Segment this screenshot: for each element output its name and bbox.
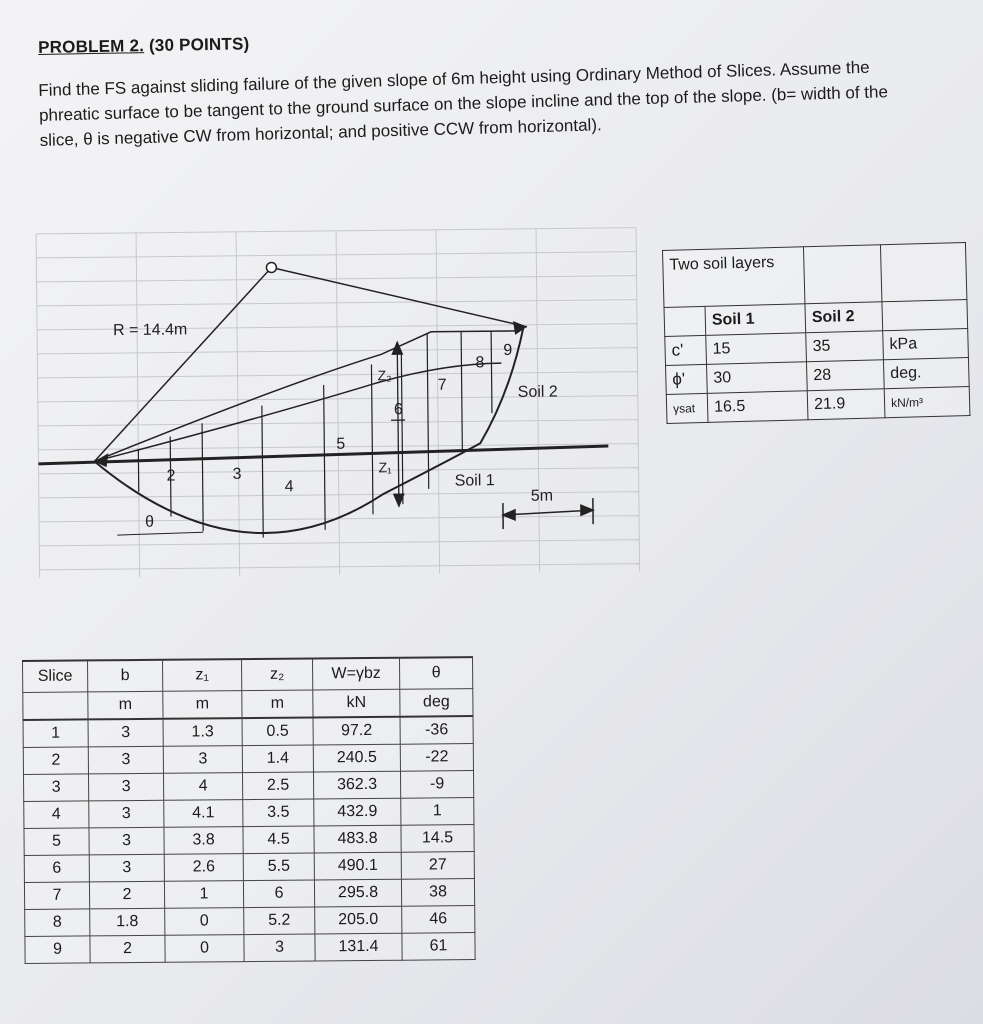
cell-theta: 38 — [401, 879, 474, 907]
cell-z2: 0.5 — [242, 717, 313, 745]
slice-boundaries — [137, 331, 493, 539]
slice-label-8: 8 — [475, 354, 485, 372]
cell-b: 2 — [90, 935, 165, 963]
cell-weight: 97.2 — [313, 717, 400, 745]
z-arrows — [390, 342, 406, 506]
cell-theta: -22 — [400, 744, 473, 772]
cell-theta: 1 — [401, 798, 474, 826]
cell-weight: 295.8 — [314, 879, 401, 907]
slice-label-2: 2 — [166, 467, 176, 485]
cell-z2: 6 — [243, 880, 314, 908]
dimension-label: 5m — [530, 487, 554, 505]
slip-surface — [93, 329, 525, 535]
table-row — [24, 798, 474, 829]
table-row — [24, 852, 474, 883]
toe-arrow — [94, 453, 108, 467]
problem-title — [38, 34, 250, 58]
unit-slice — [23, 692, 88, 720]
unit-theta: deg — [400, 689, 473, 717]
cell-theta: 46 — [402, 906, 475, 934]
soil-2-header: Soil 2 — [805, 302, 883, 333]
unit-z1: m — [163, 691, 242, 719]
slope-surface — [93, 331, 516, 461]
cell-z1: 3 — [163, 746, 242, 774]
cell-z2: 3.5 — [243, 799, 314, 827]
unit-cohesion: kPa — [883, 329, 969, 360]
soil1-unit-weight: 16.5 — [707, 391, 808, 423]
soil-table-blank-1 — [803, 245, 881, 304]
unit-weight: kN — [313, 689, 400, 717]
cell-z2: 5.5 — [243, 853, 314, 881]
cell-b: 3 — [89, 800, 164, 828]
table-row — [24, 879, 474, 910]
cell-z1: 2.6 — [164, 854, 243, 882]
cell-b: 3 — [89, 827, 164, 855]
cell-weight: 483.8 — [314, 825, 401, 853]
soil-table-blank-4 — [882, 300, 968, 331]
param-unit-weight: γsat — [666, 393, 708, 423]
table-row — [25, 906, 475, 937]
soil2-cohesion: 35 — [806, 331, 884, 362]
cell-slice: 5 — [24, 828, 89, 856]
radius-label: R = 14.4m — [112, 321, 188, 340]
header-z1: z₁ — [163, 659, 242, 691]
soil2-label: Soil 2 — [517, 383, 558, 401]
cell-slice: 3 — [23, 774, 88, 802]
param-friction-angle: ϕ' — [666, 364, 708, 394]
center-point — [266, 262, 276, 272]
unit-friction-angle: deg. — [883, 358, 969, 389]
unit-z2: m — [242, 690, 313, 718]
top-radius-line — [271, 265, 527, 330]
cell-z1: 1.3 — [163, 718, 242, 746]
table-row — [23, 716, 473, 747]
cell-z1: 4 — [163, 773, 242, 801]
cell-slice: 7 — [24, 882, 89, 910]
header-z2: z₂ — [242, 658, 313, 690]
soil1-label: Soil 1 — [454, 472, 495, 490]
soil2-friction-angle: 28 — [806, 360, 884, 391]
cell-weight: 205.0 — [315, 906, 402, 934]
problem-points: (30 POINTS) — [143, 34, 250, 56]
cell-slice: 2 — [23, 747, 88, 775]
cell-b: 1.8 — [90, 908, 165, 936]
z1-label: Z₁ — [378, 459, 392, 476]
header-theta: θ — [399, 657, 472, 689]
cell-z1: 0 — [165, 935, 244, 963]
grid — [36, 228, 640, 578]
cell-z2: 2.5 — [242, 772, 313, 800]
cell-z2: 5.2 — [244, 907, 315, 935]
cell-slice: 6 — [24, 855, 89, 883]
cell-b: 2 — [89, 881, 164, 909]
cell-weight: 432.9 — [314, 798, 401, 826]
table-row — [24, 825, 474, 856]
cell-z2: 1.4 — [242, 745, 313, 773]
slice-label-4: 4 — [284, 478, 294, 496]
theta-baseline — [117, 532, 203, 535]
cell-theta: -36 — [400, 716, 473, 744]
cell-slice: 8 — [25, 909, 90, 937]
soil2-unit-weight: 21.9 — [807, 389, 885, 420]
theta-label: θ — [144, 513, 155, 531]
cell-weight: 240.5 — [313, 744, 400, 772]
cell-b: 3 — [89, 854, 164, 882]
soil-table-blank-2 — [880, 243, 966, 302]
z2-label: Z₂ — [377, 367, 392, 384]
cell-weight: 362.3 — [313, 771, 400, 799]
cell-slice: 9 — [25, 936, 90, 964]
cell-z1: 3.8 — [164, 827, 243, 855]
param-cohesion: c' — [665, 335, 707, 365]
soil-table-blank-3 — [664, 306, 706, 336]
cell-theta: 61 — [402, 933, 475, 961]
slice-label-9: 9 — [503, 341, 513, 360]
cell-z1: 4.1 — [164, 800, 243, 828]
cell-weight: 490.1 — [314, 852, 401, 880]
cell-slice: 4 — [24, 801, 89, 829]
crest-arrow — [513, 321, 527, 335]
slice-label-5: 5 — [336, 435, 346, 453]
cell-weight: 131.4 — [315, 933, 402, 961]
unit-unit-weight: kN/m³ — [884, 387, 970, 418]
cell-slice: 1 — [23, 719, 88, 747]
soil1-friction-angle: 30 — [707, 362, 808, 394]
slice-table — [22, 656, 476, 964]
table-row — [23, 771, 473, 802]
cell-b: 3 — [88, 746, 163, 774]
soil-properties-table — [662, 242, 970, 424]
problem-number: PROBLEM 2. — [38, 36, 145, 57]
soil-1-header: Soil 1 — [705, 304, 806, 336]
cell-z1: 0 — [165, 908, 244, 936]
cell-theta: 14.5 — [401, 825, 474, 853]
cell-theta: 27 — [401, 852, 474, 880]
soil-table-header: Two soil layers — [663, 247, 805, 308]
cell-b: 3 — [88, 719, 163, 747]
unit-b: m — [88, 691, 163, 719]
radius-line — [92, 267, 273, 461]
cell-b: 3 — [88, 773, 163, 801]
header-b: b — [88, 660, 163, 692]
header-weight: W=γbz — [312, 658, 399, 690]
slice-label-6: 6 — [393, 401, 403, 419]
slope-figure — [30, 222, 646, 584]
table-row — [23, 744, 473, 775]
cell-z1: 1 — [164, 881, 243, 909]
cell-theta: -9 — [400, 771, 473, 799]
cell-z2: 4.5 — [243, 826, 314, 854]
header-slice: Slice — [23, 660, 88, 692]
problem-statement: Find the FS against sliding failure of the given slope of 6m height using Ordinary Method of Slices. Assume the phreatic surface to be tangent to the ground surface on the slope incline and the top of the slope. (b= width of the slice, θ is negative CW from horizontal; and positive CCW from horizontal). — [38, 57, 889, 150]
soil1-cohesion: 15 — [706, 333, 807, 365]
slice-label-3: 3 — [232, 465, 242, 483]
cell-z2: 3 — [244, 934, 315, 962]
slice-label-7: 7 — [437, 376, 447, 394]
table-row — [25, 933, 475, 964]
